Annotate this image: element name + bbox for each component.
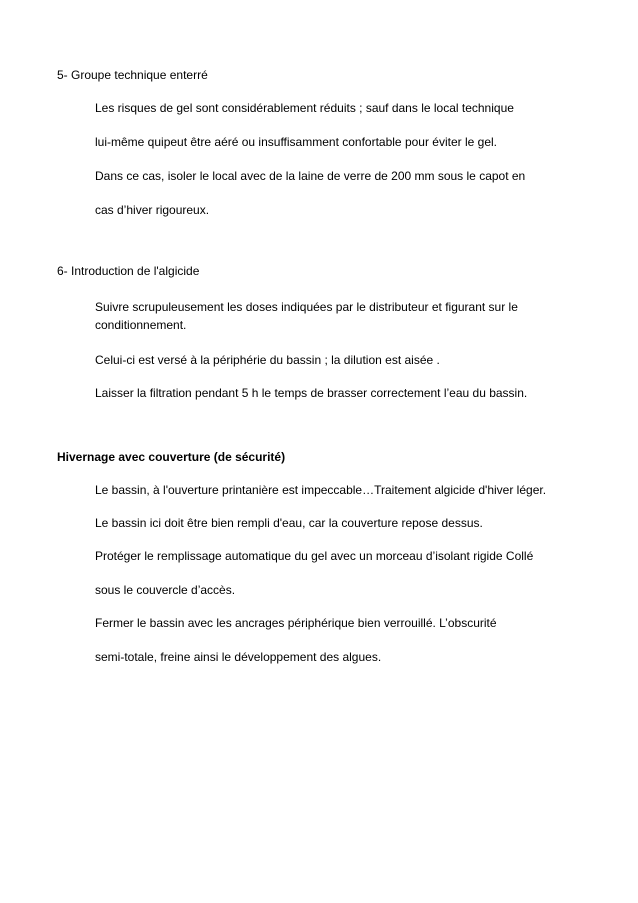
paragraph-line: sous le couvercle d’accès. [95, 583, 236, 597]
section-heading-algicide: 6- Introduction de l'algicide [57, 264, 200, 278]
paragraph-line: Fermer le bassin avec les ancrages périphérique bien verrouillé. L’obscurité [95, 616, 497, 630]
section-heading-groupe-technique: 5- Groupe technique enterré [57, 68, 208, 82]
paragraph-line: Protéger le remplissage automatique du gel avec un morceau d’isolant rigide Collé [95, 549, 534, 563]
paragraph-line: Celui-ci est versé à la périphérie du bassin ; la dilution est aisée . [95, 353, 440, 367]
paragraph-line: Le bassin ici doit être bien rempli d'eau, car la couverture repose dessus. [95, 516, 483, 530]
paragraph-line: Laisser la filtration pendant 5 h le temps de brasser correctement l’eau du bassin. [95, 386, 528, 400]
paragraph-line: Les risques de gel sont considérablement réduits ; sauf dans le local technique [95, 101, 514, 115]
paragraph-line: Suivre scrupuleusement les doses indiquées par le distributeur et figurant sur le [95, 300, 518, 314]
paragraph-line: Dans ce cas, isoler le local avec de la laine de verre de 200 mm sous le capot en [95, 169, 526, 183]
paragraph-line: cas d’hiver rigoureux. [95, 203, 210, 217]
paragraph-line: lui-même quipeut être aéré ou insuffisamment confortable pour éviter le gel. [95, 135, 497, 149]
section-heading-hivernage: Hivernage avec couverture (de sécurité) [57, 450, 286, 464]
paragraph-line: Le bassin, à l'ouverture printanière est impeccable…Traitement algicide d'hiver léger. [95, 483, 547, 497]
paragraph-line: conditionnement. [95, 318, 187, 332]
paragraph-line: semi-totale, freine ainsi le développement des algues. [95, 650, 382, 664]
